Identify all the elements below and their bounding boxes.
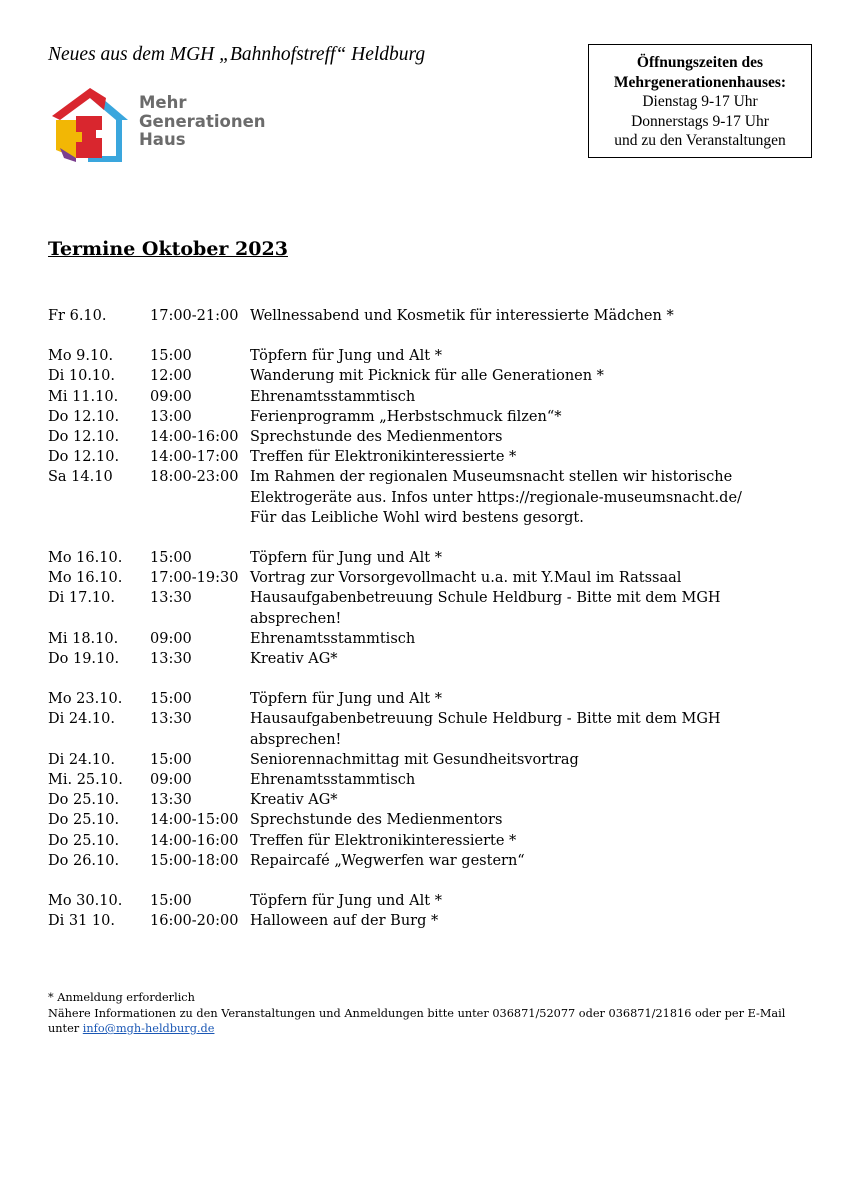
logo-text	[139, 94, 266, 150]
footer	[48, 990, 808, 1037]
event-row	[48, 407, 828, 427]
event-description-line: Treffen für Elektronikinteressierte *	[250, 449, 517, 466]
event-description-line: Hausaufgabenbetreuung Schule Heldburg - Bitte mit dem MGH	[250, 711, 721, 728]
event-day: Mo 23.10.	[48, 691, 123, 708]
contact-info: Nähere Informationen zu den Veranstaltungen und Anmeldungen bitte unter 036871/52077 oder 036871/21816 oder per E-Mail	[48, 1006, 786, 1020]
event-time: 09:00	[150, 630, 192, 647]
event-time: 17:00-19:30	[150, 570, 239, 587]
event-time: 13:30	[150, 792, 192, 809]
event-day: Mo 30.10.	[48, 893, 123, 910]
hours-title-2: Mehrgenerationenhauses:	[613, 73, 787, 91]
event-day: Di 17.10.	[48, 590, 115, 607]
event-day: Di 24.10.	[48, 711, 115, 728]
event-day: Do 12.10.	[48, 449, 120, 466]
event-row	[48, 709, 828, 749]
event-row	[48, 346, 828, 366]
event-day: Mo 9.10.	[48, 348, 114, 365]
email-line	[48, 1021, 808, 1037]
event-description	[250, 831, 828, 851]
event-day: Do 25.10.	[48, 832, 120, 849]
logo-line-1: Mehr	[139, 93, 187, 112]
event-description	[250, 548, 828, 568]
logo-line-2: Generationen	[139, 111, 266, 131]
logo-line-3: Haus	[139, 130, 186, 149]
event-description	[250, 689, 828, 709]
event-description-line: Hausaufgabenbetreuung Schule Heldburg - Bitte mit dem MGH	[250, 590, 721, 607]
event-day: Mo 16.10.	[48, 570, 123, 587]
event-row	[48, 689, 828, 709]
event-time: 13:30	[150, 590, 192, 607]
event-row	[48, 750, 828, 770]
event-description-line: Treffen für Elektronikinteressierte *	[250, 832, 517, 849]
event-description	[250, 810, 828, 830]
mgh-logo	[50, 86, 270, 166]
event-description	[250, 770, 828, 790]
event-description	[250, 891, 828, 911]
event-time: 14:00-16:00	[150, 429, 239, 446]
event-description	[250, 709, 828, 749]
email-link[interactable]: info@mgh-heldburg.de	[82, 1022, 215, 1035]
event-row	[48, 387, 828, 407]
event-row	[48, 891, 828, 911]
event-description-line: Sprechstunde des Medienmentors	[250, 429, 503, 446]
event-description	[250, 346, 828, 366]
event-description-line: Ehrenamtsstammtisch	[250, 772, 416, 789]
event-description	[250, 447, 828, 467]
event-description	[250, 750, 828, 770]
event-time: 15:00-18:00	[150, 852, 239, 869]
event-time: 17:00-21:00	[150, 308, 239, 324]
event-row	[48, 911, 828, 931]
event-description-line: Kreativ AG*	[250, 651, 338, 668]
event-row	[48, 629, 828, 649]
event-row	[48, 568, 828, 588]
event-description-line: absprechen!	[250, 610, 342, 627]
event-description-line: Sprechstunde des Medienmentors	[250, 812, 503, 829]
event-description-line: Ehrenamtsstammtisch	[250, 630, 416, 647]
hours-line-3: und zu den Veranstaltungen	[614, 132, 786, 149]
hours-line-1: Dienstag 9-17 Uhr	[642, 93, 758, 110]
event-time: 16:00-20:00	[150, 913, 239, 930]
event-row	[48, 447, 828, 467]
event-description-line: Vortrag zur Vorsorgevollmacht u.a. mit Y.Maul im Ratssaal	[250, 570, 682, 587]
event-row	[48, 649, 828, 669]
event-description-line: Töpfern für Jung und Alt *	[250, 691, 442, 708]
event-day: Di 10.10.	[48, 368, 115, 385]
event-description	[250, 366, 828, 386]
event-description	[250, 851, 828, 871]
event-day: Mi 11.10.	[48, 388, 119, 405]
event-time: 13:00	[150, 408, 192, 425]
house-puzzle-icon	[50, 86, 130, 166]
event-description-line: Ehrenamtsstammtisch	[250, 388, 416, 405]
event-list	[48, 306, 828, 931]
event-time: 14:00-16:00	[150, 832, 239, 849]
event-description	[250, 427, 828, 447]
event-description	[250, 649, 828, 669]
event-row	[48, 770, 828, 790]
event-row	[48, 810, 828, 830]
email-prefix: unter	[48, 1022, 83, 1035]
event-row	[48, 831, 828, 851]
event-description-line: Halloween auf der Burg *	[250, 913, 439, 930]
event-day: Do 12.10.	[48, 408, 120, 425]
event-row	[48, 467, 828, 528]
event-time: 15:00	[150, 691, 192, 708]
event-description	[250, 568, 828, 588]
event-description	[250, 467, 828, 528]
event-day: Sa 14.10	[48, 469, 113, 486]
event-day: Do 25.10.	[48, 792, 120, 809]
event-day: Di 31 10.	[48, 913, 115, 930]
event-time: 15:00	[150, 550, 192, 567]
event-time: 09:00	[150, 772, 192, 789]
event-row	[48, 790, 828, 810]
event-day: Do 26.10.	[48, 852, 120, 869]
event-day: Do 19.10.	[48, 651, 120, 668]
event-row	[48, 427, 828, 447]
event-day: Do 12.10.	[48, 429, 120, 446]
event-description	[250, 387, 828, 407]
event-description-line: Töpfern für Jung und Alt *	[250, 348, 442, 365]
event-row	[48, 548, 828, 568]
event-description-line: Im Rahmen der regionalen Museumsnacht stellen wir historische	[250, 469, 733, 486]
event-description-line: Töpfern für Jung und Alt *	[250, 550, 442, 567]
event-time: 13:30	[150, 711, 192, 728]
event-day: Mi. 25.10.	[48, 772, 123, 789]
event-description-line: Elektrogeräte aus. Infos unter https://regionale-museumsnacht.de/	[250, 489, 742, 506]
event-row	[48, 306, 828, 326]
event-day: Di 24.10.	[48, 751, 115, 768]
event-row	[48, 588, 828, 628]
event-description-line: Wellnessabend und Kosmetik für interessierte Mädchen *	[250, 308, 674, 324]
event-day: Do 25.10.	[48, 812, 120, 829]
month-heading: Termine Oktober 2023	[48, 238, 288, 260]
newsletter-title: Neues aus dem MGH „Bahnhofstreff“ Heldburg	[48, 44, 426, 65]
event-description-line: absprechen!	[250, 731, 342, 748]
event-description-line: Ferienprogramm „Herbstschmuck filzen“*	[250, 408, 562, 425]
event-time: 12:00	[150, 368, 192, 385]
event-description-line: Wanderung mit Picknick für alle Generationen *	[250, 368, 604, 385]
event-time: 15:00	[150, 348, 192, 365]
event-description-line: Für das Leibliche Wohl wird bestens gesorgt.	[250, 509, 584, 526]
event-day: Mo 16.10.	[48, 550, 123, 567]
event-time: 18:00-23:00	[150, 469, 239, 486]
hours-line-2: Donnerstags 9-17 Uhr	[631, 112, 769, 130]
hours-title-1: Öffnungszeiten des	[636, 54, 764, 71]
event-row	[48, 366, 828, 386]
event-description-line: Kreativ AG*	[250, 792, 338, 809]
event-description	[250, 629, 828, 649]
event-time: 14:00-17:00	[150, 449, 239, 466]
event-time: 15:00	[150, 893, 192, 910]
event-description-line: Seniorennachmittag mit Gesundheitsvortrag	[250, 751, 579, 768]
opening-hours-box	[588, 44, 812, 158]
event-description-line: Repaircafé „Wegwerfen war gestern“	[250, 852, 525, 869]
event-day: Fr 6.10.	[48, 308, 107, 324]
event-description	[250, 911, 828, 931]
registration-note: * Anmeldung erforderlich	[48, 991, 195, 1004]
event-description	[250, 306, 828, 326]
event-day: Mi 18.10.	[48, 630, 119, 647]
event-description	[250, 790, 828, 810]
event-description	[250, 588, 828, 628]
event-time: 13:30	[150, 651, 192, 668]
event-row	[48, 851, 828, 871]
event-time: 14:00-15:00	[150, 812, 239, 829]
event-description	[250, 407, 828, 427]
event-time: 09:00	[150, 388, 192, 405]
event-time: 15:00	[150, 751, 192, 768]
event-description-line: Töpfern für Jung und Alt *	[250, 893, 442, 910]
